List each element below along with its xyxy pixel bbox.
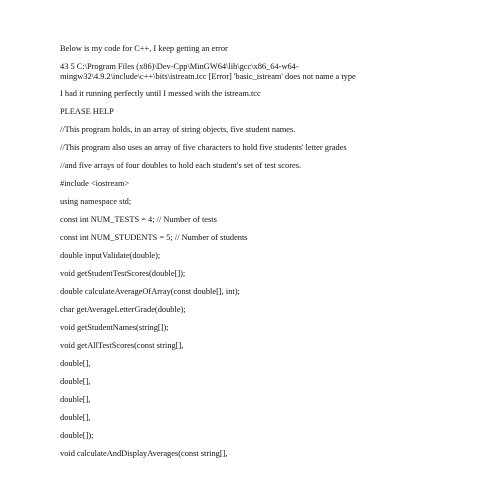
- code-const-students-line: const int NUM_STUDENTS = 5; // Number of students: [60, 233, 248, 242]
- text-line-intro: Below is my code for C++, I keep getting an error: [60, 44, 228, 53]
- text-line-error-message: mingw32\4.9.2\include\c++\bits\istream.tcc [Error] 'basic_istream' does not name a type: [60, 72, 356, 81]
- code-const-tests-line: const int NUM_TESTS = 4; // Number of tests: [60, 215, 217, 224]
- text-line-context: I had it running perfectly until I messed with the istream.tcc: [60, 89, 261, 98]
- code-prototype-line: void getStudentTestScores(double[]);: [60, 269, 186, 278]
- code-include-line: #include <iostream>: [60, 179, 130, 188]
- code-prototype-line: char getAverageLetterGrade(double);: [60, 305, 186, 314]
- code-prototype-line: void calculateAndDisplayAverages(const string[],: [60, 449, 228, 458]
- code-parameter-line: double[],: [60, 413, 91, 422]
- text-line-plea: PLEASE HELP: [60, 107, 114, 116]
- code-prototype-line: void getAllTestScores(const string[],: [60, 341, 184, 350]
- code-parameter-line: double[],: [60, 359, 91, 368]
- code-parameter-line: double[],: [60, 377, 91, 386]
- code-parameter-line: double[]);: [60, 431, 94, 440]
- code-comment-line-3: //and five arrays of four doubles to hold each student's set of test scores.: [60, 161, 302, 170]
- code-prototype-line: double inputValidate(double);: [60, 251, 161, 260]
- code-comment-line-2: //This program also uses an array of five characters to hold five students' letter grades: [60, 143, 347, 152]
- code-namespace-line: using namespace std;: [60, 197, 132, 206]
- code-parameter-line: double[],: [60, 395, 91, 404]
- code-prototype-line: void getStudentNames(string[]);: [60, 323, 169, 332]
- code-comment-line-1: //This program holds, in an array of string objects, five student names.: [60, 125, 296, 134]
- text-line-error-path: 43 5 C:\Program Files (x86)\Dev-Cpp\MinGW64\lib\gcc\x86_64-w64-: [60, 62, 299, 71]
- code-prototype-line: double calculateAverageOfArray(const double[], int);: [60, 287, 240, 296]
